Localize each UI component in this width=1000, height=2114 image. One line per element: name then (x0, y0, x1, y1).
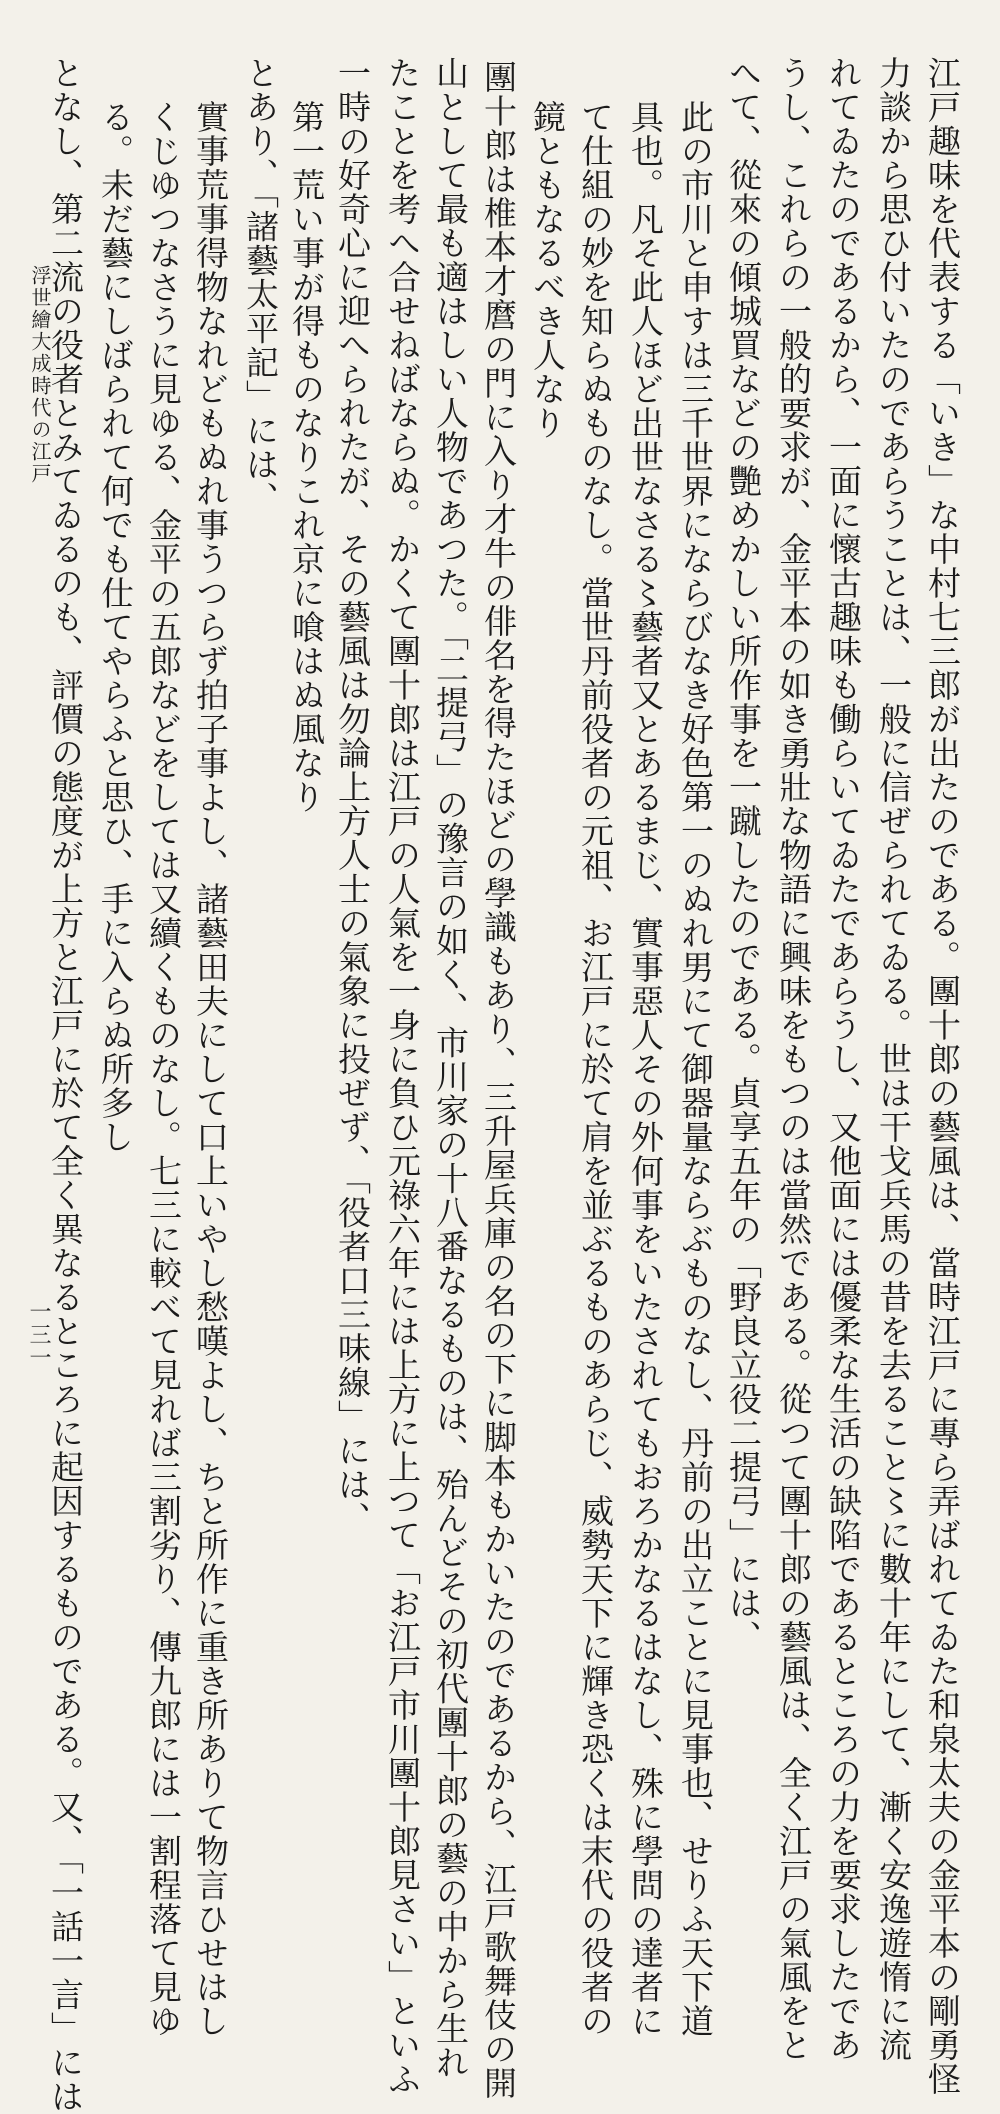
quote-line-1: 此の市川と申すは三千世界にならびなき好色第一のぬれ男にて御器量ならぶものなし、丹前の出立ことに見事也、せりふ天下道 (676, 100, 715, 2038)
text-line-2: 力談から思ひ付いたのであらうことは、一般に信ぜられてゐる。世は干戈兵馬の昔を去ること〻に數十年にして、漸く安逸遊惰に流 (874, 56, 913, 2062)
quote-line-7: くじゆつなさうに見ゆる、金平の五郎などをしては又續くものなし。七三に較べて見れば三割劣り、傳九郎には一割程落て見ゆ (144, 100, 183, 2038)
quote-line-4: 鏡ともなるべき人なり (528, 100, 567, 440)
quote-line-8: る。未だ藝にしばられて何でも仕てやらふと思ひ、手に入らぬ所多し (96, 100, 135, 1154)
page-number: 一三一 (26, 1300, 51, 1369)
text-line-1: 江戸趣味を代表する「いき」な中村七三郎が出たのである。團十郎の藝風は、當時江戸に專ら弄ばれてゐた和泉太夫の金平本の剛勇怪 (923, 56, 962, 2096)
quote-line-5: 第一荒い事が得ものなりこれ京に喰はぬ風なり (287, 100, 326, 814)
text-line-3: れてゐたのであるから、一面に懷古趣味も働らいてゐたであらうし、又他面には優柔な生活の缺陷であるところの力を要求したであ (824, 56, 863, 2062)
text-line-8: たことを考へ合せねばならぬ。かくて團十郎は江戸の人氣を一身に負ひ元祿六年には上方に上つて「お江戸市川團十郎見さい」といふ (383, 56, 422, 2096)
quote-line-3: て仕組の妙を知らぬものなし。當世丹前役者の元祖、お江戸に於て肩を並ぶるものあらじ、威勢天下に輝き恐くは末代の役者の (576, 100, 615, 2038)
text-line-11: となし、第二流の役者とみてゐるのも、評價の態度が上方と江戸に於て全く異なるところに起因するものである。又、「一話一言」には (46, 56, 85, 2114)
text-line-10: とあり、「諸藝太平記」には、 (241, 56, 280, 516)
quote-line-6: 實事荒事得物なれどもぬれ事うつらず拍子事よし、諸藝田夫にして口上いやし愁嘆よし、ちと所作に重き所ありて物言ひせはし (191, 100, 230, 2038)
running-head: 浮世繪大成時代の江戸 (28, 265, 52, 485)
text-line-4: うし、これらの一般的要求が、金平本の如き勇壯な物語に興味をもつのは當然である。從つて團十郎の藝風は、全く江戸の氣風をと (774, 56, 813, 2062)
text-line-7: 山として最も適はしい人物であつた。「二提弓」の豫言の如く、市川家の十八番なるものは、殆んどその初代團十郎の藝の中から生れ (431, 56, 470, 2080)
text-line-9: 一時の好奇心に迎へられたが、その藝風は勿論上方人士の氣象に投ぜず、「役者口三味線」には、 (333, 56, 372, 1536)
quote-line-2: 具也。凡そ此人ほど出世なさる〻藝者又とあるまじ、實事惡人その外何事をいたされてもおろかなるはなし、殊に學問の達者に (626, 100, 665, 2038)
text-line-6: 團十郎は椎本才麿の門に入り才牛の俳名を得たほどの學識もあり、三升屋兵庫の名の下に脚本もかいたのであるから、江戸歌舞伎の開 (479, 60, 518, 2100)
text-line-5: へて、從來の傾城買などの艷めかしい所作事を一蹴したのである。貞享五年の「野良立役二提弓」には、 (724, 56, 763, 1654)
